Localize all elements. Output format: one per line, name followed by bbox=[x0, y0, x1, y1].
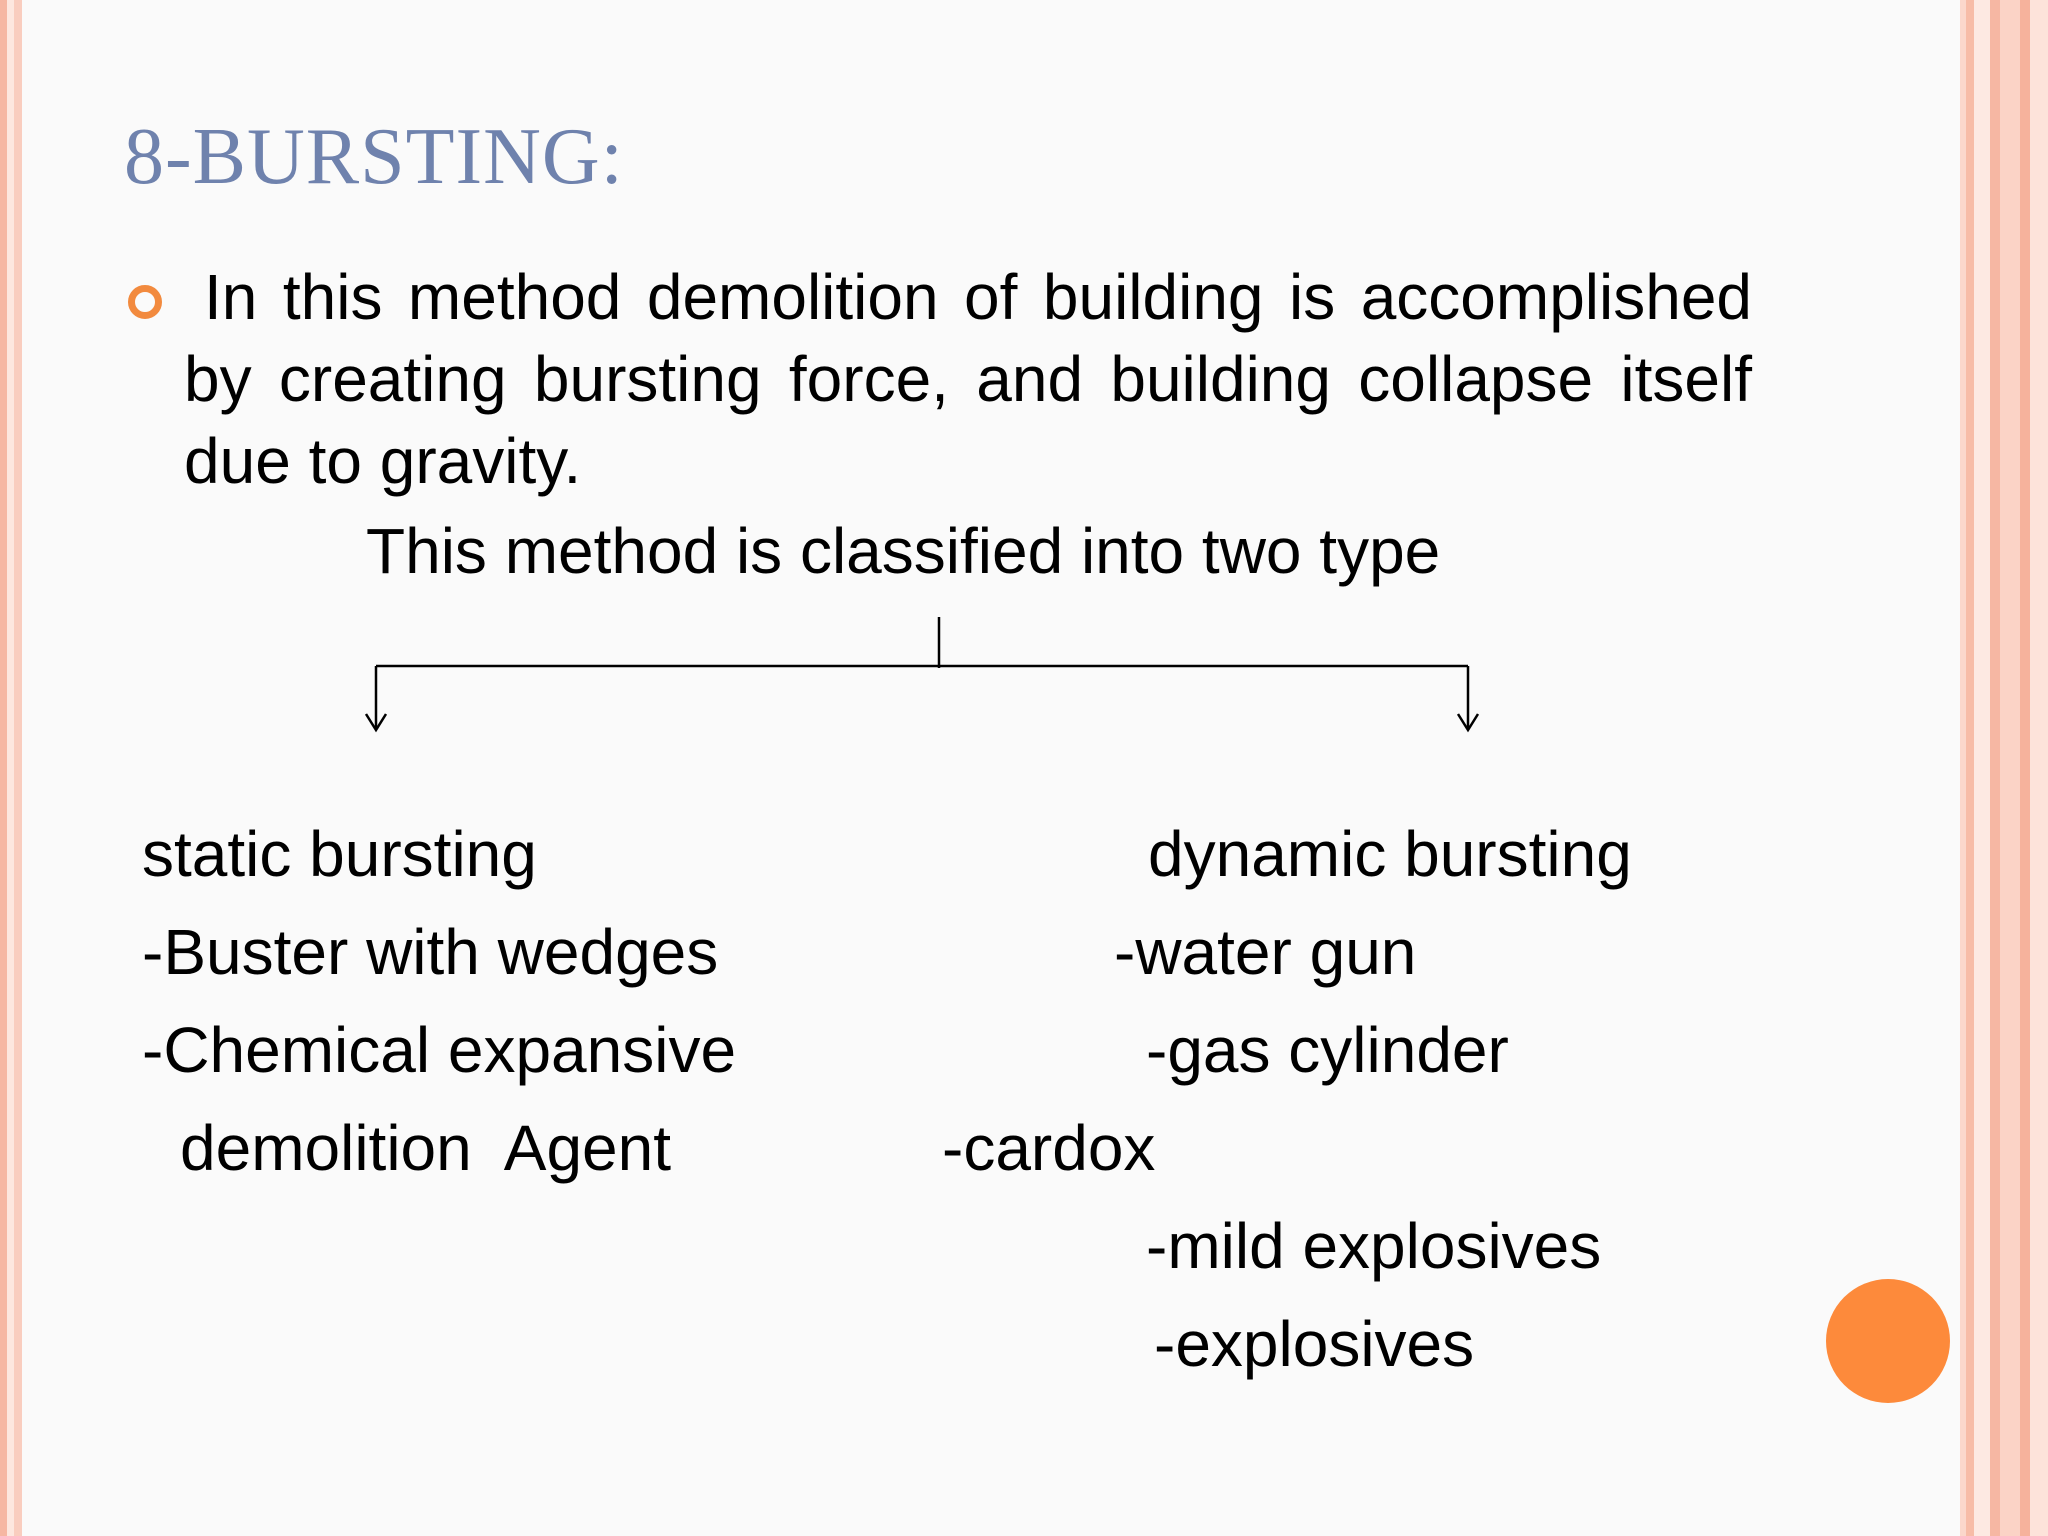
bullet-text: In this method demolition of building is accomplished by creating bursting force, and building collapse itself due to gravity. bbox=[184, 261, 1752, 497]
right-item: -water gun bbox=[1114, 916, 1417, 988]
left-item: -Chemical expansive bbox=[142, 1014, 737, 1086]
orange-accent-circle bbox=[1826, 1279, 1950, 1403]
right-item: -gas cylinder bbox=[1146, 1014, 1509, 1086]
right-item: -mild explosives bbox=[1146, 1210, 1602, 1282]
slide-title: 8-BURSTING: bbox=[124, 113, 624, 201]
left-item: -Buster with wedges bbox=[142, 916, 719, 988]
left-item: demolition Agent bbox=[180, 1112, 671, 1184]
right-item: -explosives bbox=[1154, 1308, 1475, 1380]
classified-text: This method is classified into two type bbox=[366, 515, 1441, 587]
right-item: -cardox bbox=[942, 1112, 1156, 1184]
right-column-heading: dynamic bursting bbox=[1148, 818, 1632, 890]
left-column-heading: static bursting bbox=[142, 818, 537, 890]
